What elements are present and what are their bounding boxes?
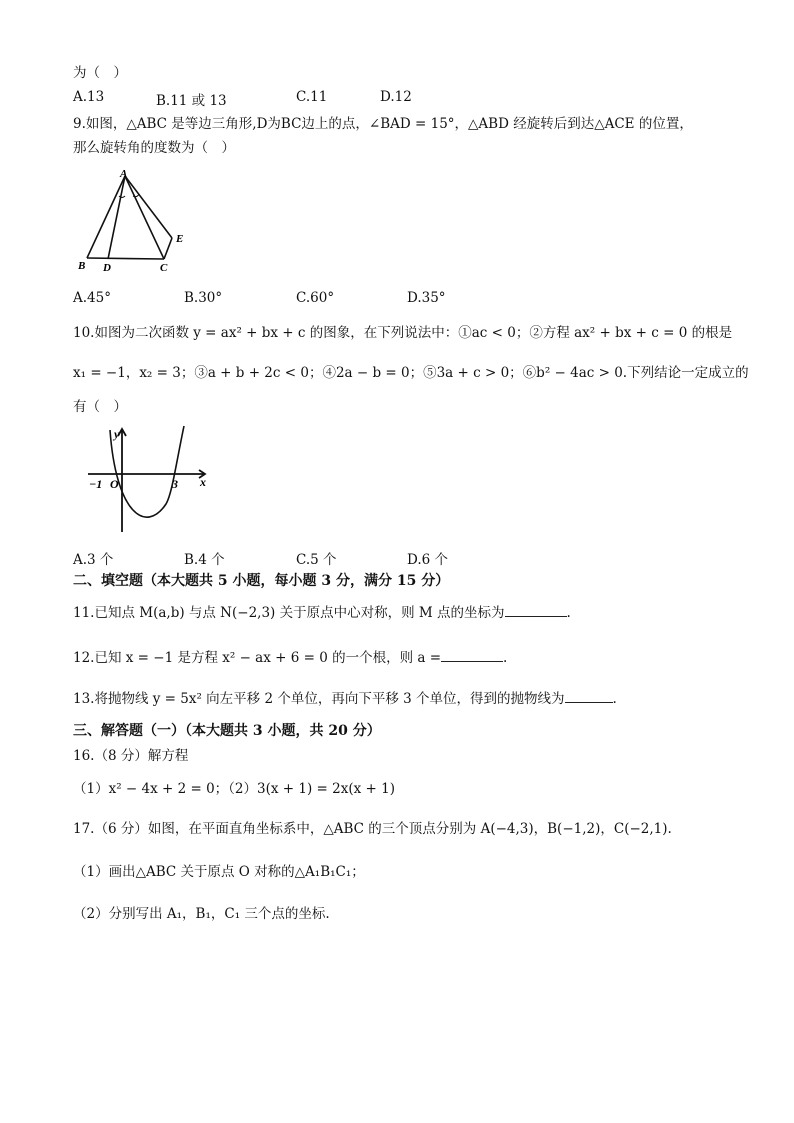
q13-answer-blank[interactable] — [565, 690, 613, 703]
q10-option-b: B.4 个 — [184, 552, 225, 568]
q10-option-c: C.5 个 — [296, 552, 337, 568]
q8-option-b: B.11 或 13 — [156, 93, 227, 109]
q9-option-a: A.45° — [73, 290, 111, 306]
graph-label-neg1: −1 — [89, 477, 103, 491]
q12-text: 12.已知 x = −1 是方程 x² − ax + 6 = 0 的一个根，则 a = — [73, 650, 442, 666]
q8-option-d: D.12 — [380, 89, 412, 105]
q9-option-b: B.30° — [184, 290, 223, 306]
q9-triangle-figure — [75, 168, 195, 276]
q9-option-c: C.60° — [296, 290, 335, 306]
q11-text: 11.已知点 M(a,b) 与点 N(−2,3) 关于原点中心对称，则 M 点的坐标为 — [73, 605, 505, 621]
q10-line-2: x₁ = −1，x₂ = 3；③a + b + 2c < 0；④2a − b = 0；⑤3a + c > 0；⑥b² − 4ac > 0.下列结论一定成立的 — [73, 365, 749, 381]
q13 — [73, 690, 617, 708]
fig-label-b: B — [78, 260, 86, 272]
q12-answer-blank[interactable] — [441, 649, 503, 662]
q17-title: 17.（6 分）如图，在平面直角坐标系中，△ABC 的三个顶点分别为 A(−4,3)，B(−1,2)，C(−2,1). — [73, 821, 672, 837]
q17-part-1: （1）画出△ABC 关于原点 O 对称的△A₁B₁C₁； — [73, 864, 365, 880]
fig-label-d: D — [103, 262, 111, 274]
q13-text: 13.将抛物线 y = 5x² 向左平移 2 个单位，再向下平移 3 个单位，得到的抛物线为 — [73, 691, 565, 707]
graph-label-3: 3 — [172, 477, 178, 491]
q13-end: . — [612, 691, 617, 707]
q11-end: . — [566, 605, 571, 621]
q10-parabola-graph — [86, 424, 216, 536]
section-3-heading: 三、解答题（一）（本大题共 3 小题，共 20 分） — [73, 723, 381, 739]
section-2-heading: 二、填空题（本大题共 5 小题，每小题 3 分，满分 15 分） — [73, 573, 450, 589]
fig-label-c: C — [160, 262, 168, 274]
graph-label-y: y — [114, 427, 120, 441]
q9-option-d: D.35° — [407, 290, 446, 306]
q10-line-3: 有（ ） — [73, 399, 127, 415]
q8-tail: 为（ ） — [73, 65, 127, 81]
q8-option-c: C.11 — [296, 89, 328, 105]
q12 — [73, 649, 507, 667]
q17-part-2: （2）分别写出 A₁，B₁，C₁ 三个点的坐标. — [73, 906, 330, 922]
q11 — [73, 604, 571, 622]
q10-line-1: 10.如图为二次函数 y = ax² + bx + c 的图象，在下列说法中：①ac < 0；②方程 ax² + bx + c = 0 的根是 — [73, 325, 733, 341]
fig-label-a: A — [120, 168, 128, 180]
q9-line-1: 9.如图，△ABC 是等边三角形,D为BC边上的点，∠BAD = 15°，△ABD 经旋转后到达△ACE 的位置， — [73, 116, 693, 132]
q9-line-2: 那么旋转角的度数为（ ） — [73, 140, 235, 156]
fig-label-e: E — [176, 233, 184, 245]
q11-answer-blank[interactable] — [505, 604, 567, 617]
q12-end: . — [503, 650, 508, 666]
q10-option-d: D.6 个 — [407, 552, 449, 568]
q10-option-a: A.3 个 — [73, 552, 114, 568]
q16-title: 16.（8 分）解方程 — [73, 748, 189, 764]
graph-label-origin: O — [110, 477, 119, 491]
q8-option-a: A.13 — [73, 89, 105, 105]
graph-label-x: x — [200, 475, 206, 489]
q16-parts: （1）x² − 4x + 2 = 0；（2）3(x + 1) = 2x(x + 1) — [73, 781, 395, 797]
